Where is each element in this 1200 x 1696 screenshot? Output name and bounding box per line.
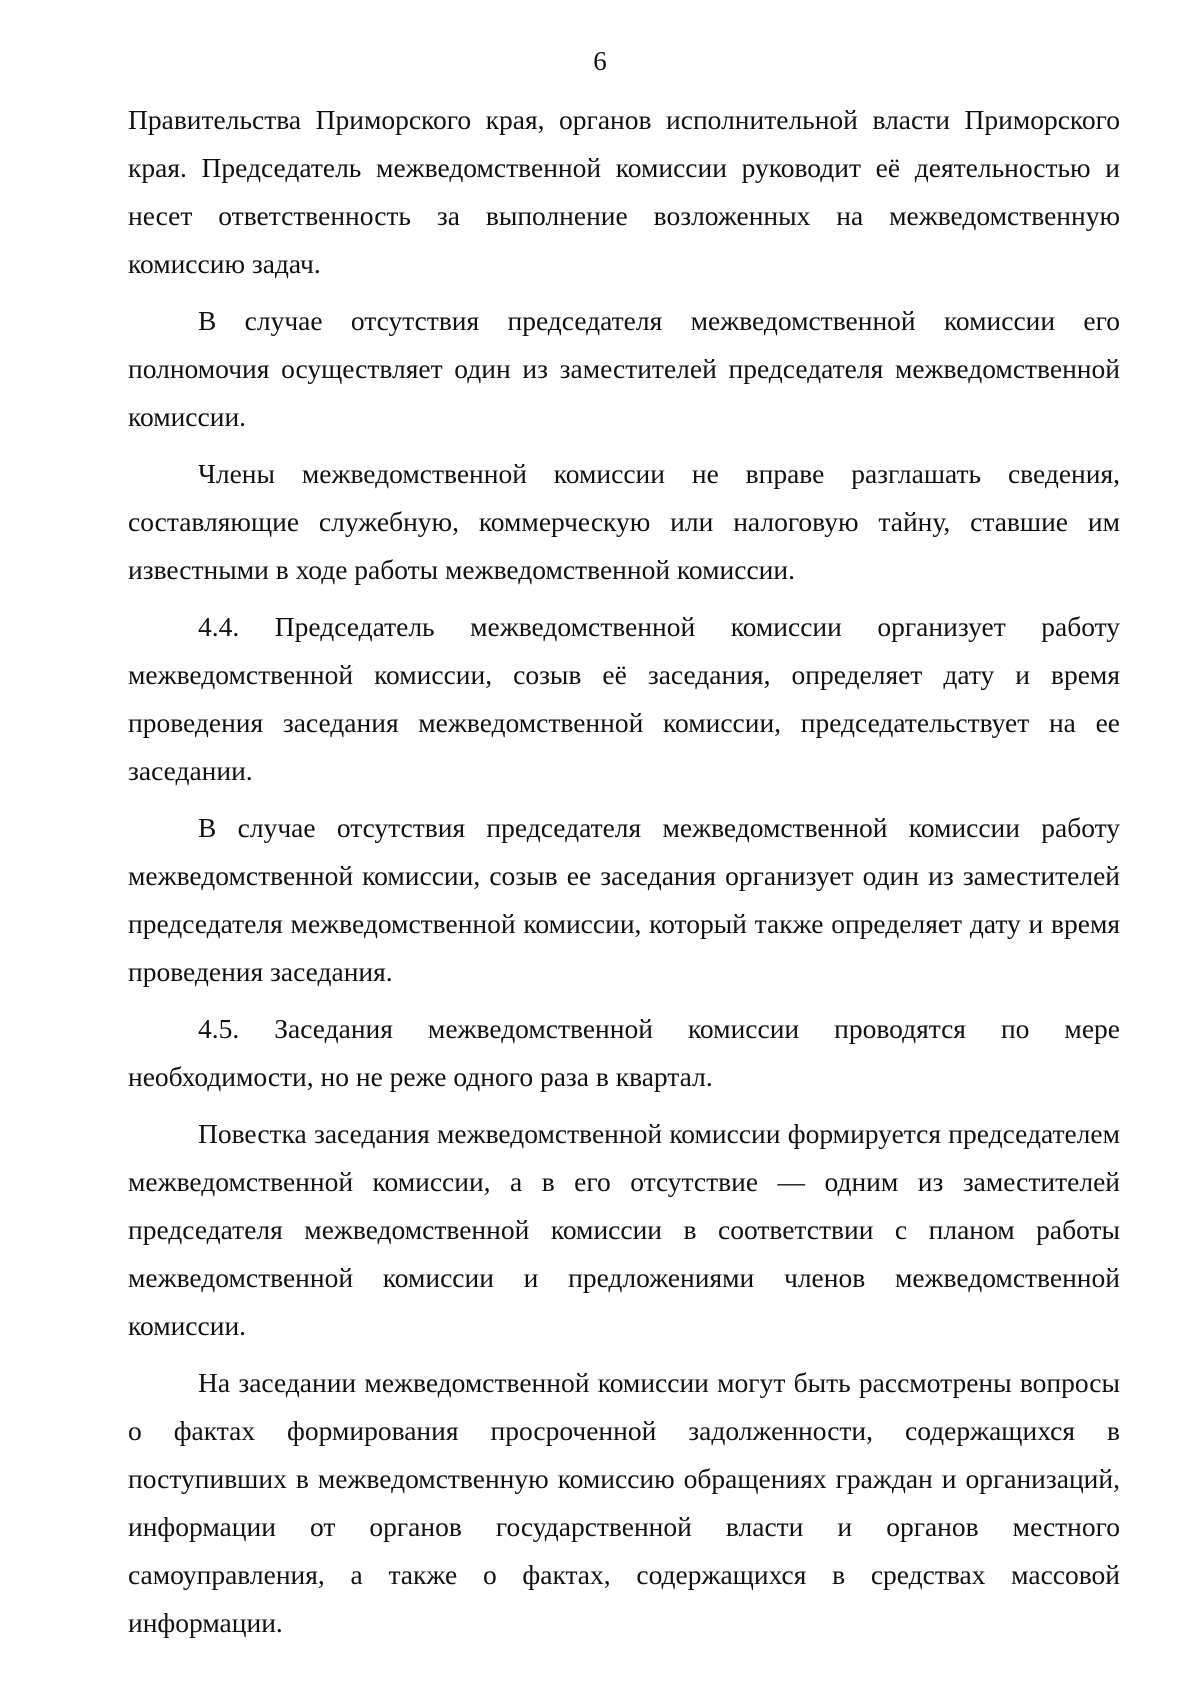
- paragraph-meeting-questions: На заседании межведомственной комиссии могут быть рассмотрены вопросы о фактах формирования просроченной задолженности, содержащихся в поступивших в межведомственную комиссию обращениях граждан и организаций, информации от органов государственной власти и органов местного самоуправления, а также о фактах, содержащихся в средствах массовой информации.: [128, 1367, 1120, 1638]
- paragraph-deputy-organizes: В случае отсутствия председателя межведомственной комиссии работу межведомственной комиссии, созыв ее заседания организует один из заместителей председателя межведомственной комиссии, который также определяет дату и время проведения заседания.: [128, 812, 1120, 987]
- document-body: [128, 96, 1120, 1647]
- paragraph-chairman-absence: В случае отсутствия председателя межведомственной комиссии его полномочия осуществляет один из заместителей председателя межведомственной комиссии.: [128, 305, 1120, 432]
- paragraph-confidentiality: Члены межведомственной комиссии не вправе разглашать сведения, составляющие служебную, коммерческую или налоговую тайну, ставшие им известными в ходе работы межведомственной комиссии.: [128, 458, 1120, 585]
- paragraph-4-4: 4.4. Председатель межведомственной комиссии организует работу межведомственной комиссии, созыв её заседания, определяет дату и время проведения заседания межведомственной комиссии, председательствует на ее заседании.: [128, 611, 1120, 786]
- paragraph-continuation: Правительства Приморского края, органов исполнительной власти Приморского края. Председатель межведомственной комиссии руководит её деятельностью и несет ответственность за выполнение возложенных на межведомственную комиссию задач.: [128, 104, 1120, 279]
- paragraph-agenda: Повестка заседания межведомственной комиссии формируется председателем межведомственной комиссии, а в его отсутствие — одним из заместителей председателя межведомственной комиссии в соответствии с планом работы межведомственной комиссии и предложениями членов межведомственной комиссии.: [128, 1118, 1120, 1341]
- page-number: 6: [593, 46, 607, 76]
- paragraph-4-5: 4.5. Заседания межведомственной комиссии проводятся по мере необходимости, но не реже одного раза в квартал.: [128, 1013, 1120, 1092]
